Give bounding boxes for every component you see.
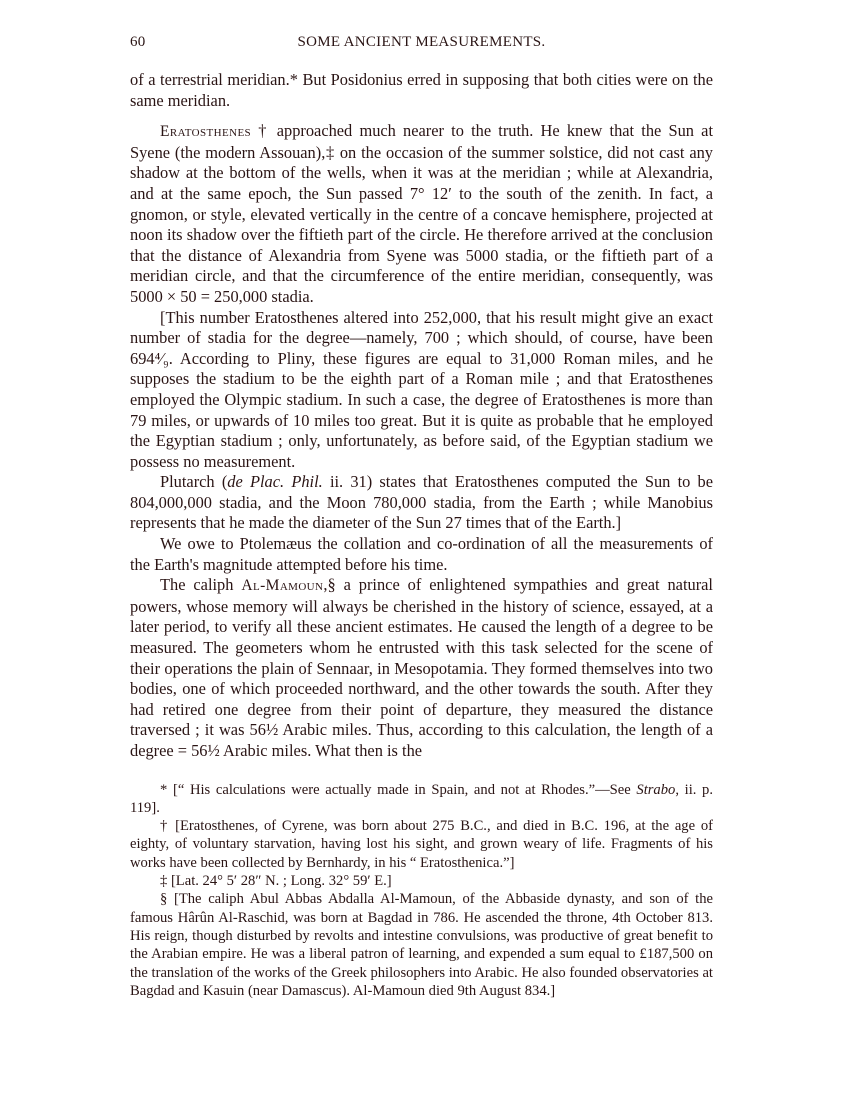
footnote-asterisk-citation: Strabo — [636, 781, 676, 798]
paragraph-ptolemaeus: We owe to Ptolemæus the collation and co-ordination of all the measurements of the Earth's magnitude attempted before his time. — [130, 534, 713, 574]
name-al-mamoun: Al-Mamoun — [241, 577, 324, 595]
plutarch-text-post: ii. 31) states that Eratosthenes computed the Sun to be 804,000,000 stadia, and the Moon 780,000 stadia, from the Earth ; while Manobius represents that he made the diameter of the Sun 27 times that of the Earth.] — [130, 472, 713, 533]
plutarch-text-pre: Plutarch ( — [160, 472, 228, 492]
paragraph-al-mamoun — [130, 575, 713, 761]
footnote-asterisk-pre: * [“ His calculations were actually made in Spain, and not at Rhodes.”—See — [160, 781, 637, 798]
body-text — [130, 70, 713, 762]
footnote-asterisk — [130, 781, 713, 818]
paragraph-eratosthenes — [130, 121, 713, 307]
footnote-double-dagger: ‡ [Lat. 24° 5′ 28″ N. ; Long. 32° 59′ E.] — [160, 873, 392, 890]
al-mamoun-text-pre: The caliph — [160, 575, 242, 595]
footnote-dagger: † [Eratosthenes, of Cyrene, was born about 275 B.C., and died in B.C. 196, at the age of eighty, of voluntary starvation, having lost his sight, and grown weary of life. Fragments of his works have been collected by Bernhardy, in his “ Eratosthenica.”] — [130, 818, 713, 871]
paragraph-plutarch — [130, 472, 713, 534]
page-number: 60 — [130, 34, 146, 50]
paragraph-posidonius: of a terrestrial meridian.* But Posidonius erred in supposing that both cities were on the same meridian. — [130, 70, 713, 110]
al-mamoun-text-post: ,§ a prince of enlightened sympathies and great natural powers, whose memory will always be cherished in the history of science, essayed, at a later period, to verify all these ancient estimates. He caused the length of a degree to be measured. The geometers whom he entrusted with this task selected for the scene of their operations the plain of Sennaar, in Mesopotamia. They formed themselves into two bodies, one of which proceeded northward, and the other towards the south. After they had retired one degree from their point of departure, they measured the distance traversed ; it was 56½ Arabic miles. Thus, according to this calculation, the length of a degree = 56½ Arabic miles. What then is the — [130, 575, 713, 760]
paragraph-stadia-note: [This number Eratosthenes altered into 252,000, that his result might give an exact number of stadia for the degree—namely, 700 ; which should, of course, have been 694⁴⁄₉. According to Pliny, these figures are equal to 31,000 Roman miles, and he supposes the stadium to be the eighth part of a Roman mile ; and that Eratosthenes employed the Olympic stadium. In such a case, the degree of Eratosthenes is more than 79 miles, or upwards of 10 miles too great. But it is quite as probable that he employed the Egyptian stadium ; only, unfortunately, as before said, of the Egyptian stadium we possess no measurement. — [130, 307, 713, 471]
paragraph-eratosthenes-text: † approached much nearer to the truth. He knew that the Sun at Syene (the modern Assouan),‡ on the occasion of the summer solstice, did not cast any shadow at the bottom of the wells, when it was at the meridian ; while at Alexandria, and at the same epoch, the Sun passed 7° 12′ to the south of the zenith. In fact, a gnomon, or style, elevated vertically in the centre of a concave hemisphere, projected at noon its shadow over the fiftieth part of the circle. He therefore arrived at the conclusion that the distance of Alexandria from Syene was 5000 stadia, or the fiftieth part of a meridian circle, and that the circumference of the entire meridian, consequently, was 5000 × 50 = 250,000 stadia. — [130, 121, 713, 306]
plutarch-citation: de Plac. Phil. — [227, 472, 323, 492]
footnotes — [130, 781, 713, 1001]
footnote-section: § [The caliph Abul Abbas Abdalla Al-Mamoun, of the Abbaside dynasty, and son of the famous Hârûn Al-Raschid, was born at Bagdad in 786. He ascended the throne, 4th October 813. His reign, though disturbed by revolts and intestine convulsions, was productive of great benefit to the Arabian empire. He was a liberal patron of learning, and expended a sum equal to £187,500 on the translation of the works of the Greek philosophers into Arabic. He also founded observatories at Bagdad and Kasuin (near Damascus). Al-Mamoun died 9th August 834.] — [130, 891, 713, 999]
name-eratosthenes: Eratosthenes — [160, 123, 252, 141]
book-page — [130, 34, 713, 1000]
running-title: SOME ANCIENT MEASUREMENTS. — [297, 34, 546, 50]
running-head — [130, 34, 713, 56]
footnote-asterisk-post: , ii. p. 119]. — [130, 781, 713, 816]
